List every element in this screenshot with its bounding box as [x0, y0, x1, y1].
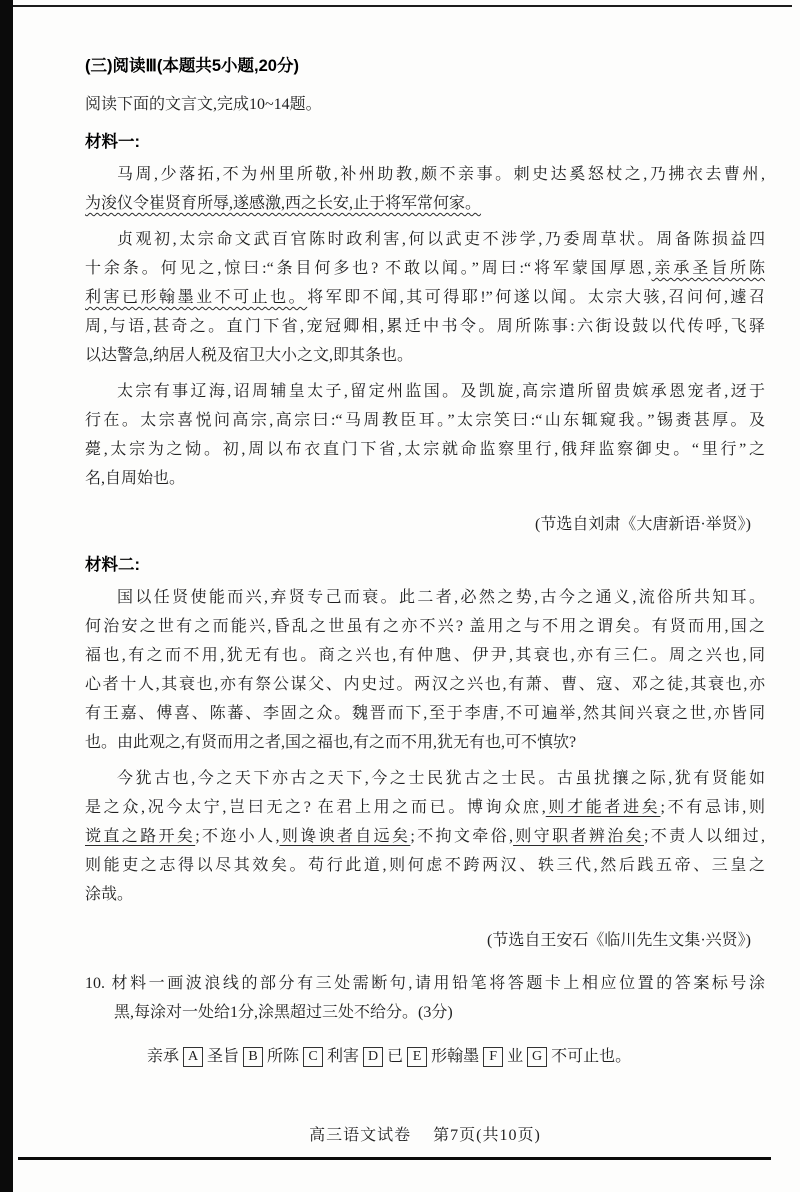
- text-segment: ;不拘文牵俗,: [410, 828, 514, 845]
- answer-option-box-A: A: [183, 1047, 203, 1067]
- text-line: [85, 764, 765, 793]
- text-line: [85, 583, 765, 612]
- text-segment: 今犹古也,今之天下亦古之天下,今之士民犹古之士民。古虽扰攘之际,犹有贤能如: [117, 770, 765, 787]
- text-line: [85, 312, 765, 341]
- scan-artifact-top-line: [13, 5, 792, 7]
- answer-text-segment: 业: [507, 1048, 524, 1065]
- underlined-text: 则守职者辨治矣: [513, 828, 644, 845]
- text-segment: 心者十人,其衰也,亦有祭公谋父、内史过。两汉之兴也,有萧、曹、寇、邓之徒,其衰也,亦: [85, 676, 765, 693]
- text-segment: 福也,有之而不用,犹无有也。商之兴也,有仲虺、伊尹,其衰也,亦有三仁。周之兴也,同: [85, 647, 765, 664]
- text-segment: 十余条。何见之,惊曰:“条目何多也? 不敢以闻。”周曰:“将军蒙国厚恩,: [85, 260, 652, 277]
- text-line: [85, 406, 765, 435]
- wavy-underlined-text: 为浚仪令崔贤育所辱,遂感激,西之长安,止于将军常何家。: [85, 195, 482, 212]
- text-segment: 以达警急,纳居人税及宿卫大小之文,即其条也。: [85, 347, 414, 364]
- material2-text: [85, 583, 765, 909]
- text-line: [85, 670, 765, 699]
- material2-attribution: (节选自王安石《临川先生文集·兴贤》): [487, 932, 751, 949]
- text-segment: 涂哉。: [85, 886, 134, 903]
- text-line: [85, 435, 765, 464]
- section-heading: (三)阅读Ⅲ(本题共5小题,20分): [85, 57, 299, 75]
- text-line: [85, 880, 765, 909]
- answer-option-box-E: E: [407, 1047, 427, 1067]
- text-line: [85, 612, 765, 641]
- question-10-text-line-1: 10. 材料一画波浪线的部分有三处需断句,请用铅笔将答题卡上相应位置的答案标号涂: [85, 975, 765, 992]
- text-segment: 将军即不闻,其可得耶!”何遂以闻。太宗大骇,召问何,遽召: [307, 289, 765, 306]
- section-instruction: 阅读下面的文言文,完成10~14题。: [85, 96, 322, 113]
- text-segment: ;不责人以细过,: [643, 828, 765, 845]
- material1-text: [85, 160, 765, 493]
- wavy-underlined-text: 亲承圣旨所陈: [651, 260, 765, 277]
- answer-text-segment: 亲承: [147, 1048, 180, 1065]
- text-line: [85, 641, 765, 670]
- answer-text-segment: 已: [387, 1048, 404, 1065]
- answer-text-segment: 圣旨: [207, 1048, 240, 1065]
- text-segment: 马周,少落拓,不为州里所敬,补州助教,颇不亲事。刺史达奚怒杖之,乃拂衣去曹州,: [117, 166, 765, 183]
- text-segment: 贞观初,太宗命文武百官陈时政利害,何以武吏不涉学,乃委周草状。周备陈损益四: [117, 231, 765, 248]
- text-segment: 有王嘉、傅喜、陈蕃、李固之众。魏晋而下,至于李唐,不可遍举,然其间兴衰之世,亦皆同: [85, 705, 765, 722]
- text-line: [85, 160, 765, 189]
- text-segment: 周,与语,甚奇之。直门下省,宠冠卿相,累迁中书令。周所陈事:六街设鼓以代传呼,飞驿: [85, 318, 765, 335]
- text-line: [85, 283, 765, 312]
- wavy-underlined-text: 利害已形翰墨业不可止也。: [85, 289, 308, 306]
- text-segment: 则能吏之志得以尽其效矣。苟行此道,则何虑不跨两汉、轶三代,然后践五帝、三皇之: [85, 857, 765, 874]
- material1-attribution: (节选自刘肃《大唐新语·举贤》): [535, 516, 751, 533]
- text-segment: 国以任贤使能而兴,弃贤专己而衰。此二者,必然之势,古今之通义,流俗所共知耳。: [117, 589, 765, 606]
- text-line: [85, 822, 765, 851]
- text-segment: 是之众,况今太宁,岂曰无之? 在君上用之而已。博询众庶,: [85, 799, 546, 816]
- answer-text-segment: 利害: [327, 1048, 360, 1065]
- text-line: [85, 377, 765, 406]
- text-line: [85, 728, 765, 757]
- underlined-text: 谠直之路开矣: [85, 828, 196, 845]
- text-segment: ;不迩小人,: [195, 828, 280, 845]
- question-10: [85, 969, 765, 1072]
- page-content: [85, 52, 765, 1072]
- text-line: [85, 225, 765, 254]
- question-10-text-line-2: 黑,每涂对一处给1分,涂黑超过三处不给分。(3分): [114, 1004, 453, 1021]
- text-segment: 行在。太宗喜悦问高宗,高宗曰:“马周教臣耳。”太宗笑曰:“山东辄窥我。”锡赉甚厚。及: [85, 412, 765, 429]
- text-segment: 太宗有事辽海,诏周辅皇太子,留定州监国。及凯旋,高宗遣所留贵嫔承恩宠者,迓于: [117, 383, 765, 400]
- answer-text-segment: 形翰墨: [431, 1048, 480, 1065]
- page-footer: [85, 1122, 765, 1145]
- answer-text-segment: 不可止也。: [551, 1048, 632, 1065]
- text-segment: 何治安之世有之而能兴,昏乱之世虽有之亦不兴? 盖用之与不用之谓矣。有贤而用,国之: [85, 618, 765, 635]
- footer-page-number: 第7页(共10页): [433, 1127, 541, 1144]
- text-line: [85, 464, 765, 493]
- text-line: [85, 189, 765, 218]
- text-line: [85, 341, 765, 370]
- text-line: [85, 699, 765, 728]
- answer-option-box-G: G: [527, 1047, 547, 1067]
- underlined-text: 则才能者进矣: [545, 799, 661, 816]
- text-line: [85, 254, 765, 283]
- answer-option-box-C: C: [303, 1047, 323, 1067]
- answer-option-box-B: B: [243, 1047, 263, 1067]
- answer-option-box-F: F: [483, 1047, 503, 1067]
- text-segment: 薨,太宗为之恸。初,周以布衣直门下省,太宗就命监察里行,俄拜监察御史。“里行”之: [85, 441, 765, 458]
- material1-label: 材料一:: [85, 133, 140, 151]
- scan-artifact-bottom-line: [18, 1157, 771, 1160]
- underlined-text: 则谗谀者自远矣: [279, 828, 411, 845]
- text-segment: ;不有忌讳,则: [660, 799, 765, 816]
- text-segment: 名,自周始也。: [85, 470, 186, 487]
- scan-artifact-left-bar: [0, 0, 13, 1192]
- footer-exam-title: 高三语文试卷: [309, 1127, 412, 1144]
- answer-text-segment: 所陈: [267, 1048, 300, 1065]
- segmentation-answer-line: [85, 1042, 765, 1072]
- text-segment: 也。由此观之,有贤而用之者,国之福也,有之而不用,犹无有也,可不慎欤?: [85, 734, 577, 751]
- text-line: [85, 851, 765, 880]
- text-line: [85, 793, 765, 822]
- material2-label: 材料二:: [85, 556, 140, 574]
- answer-option-box-D: D: [363, 1047, 383, 1067]
